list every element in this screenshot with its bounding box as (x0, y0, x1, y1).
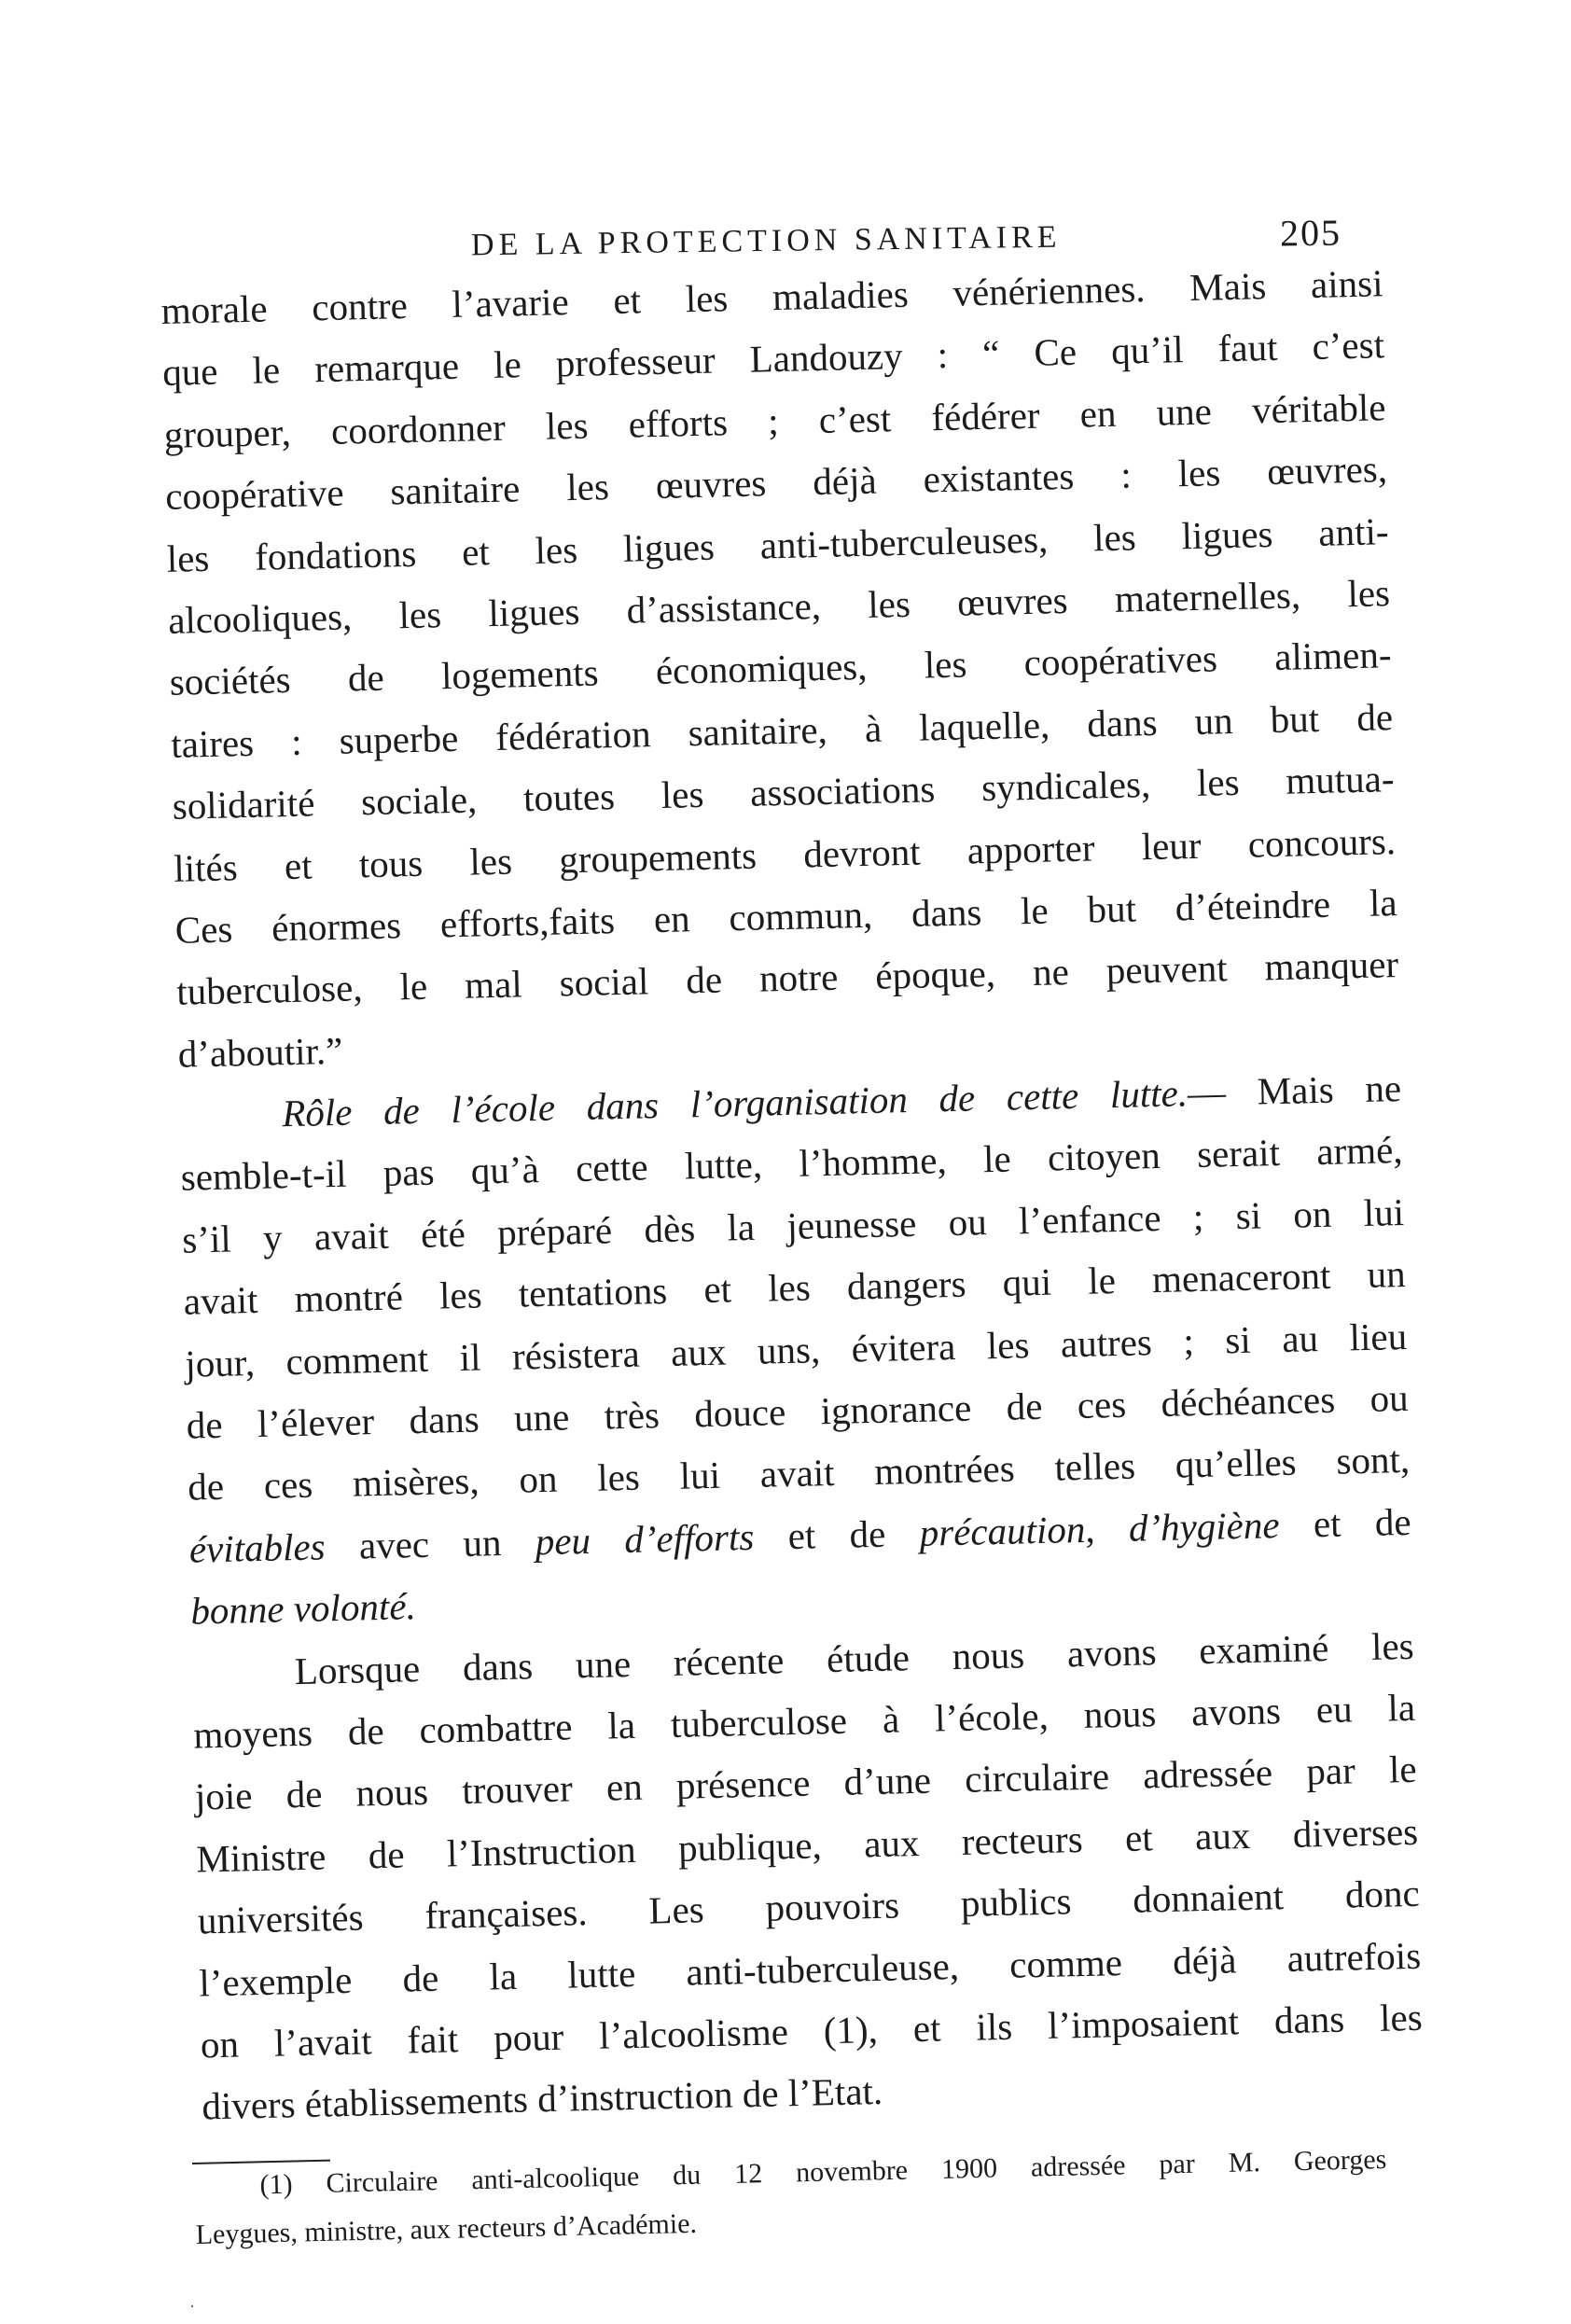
text-fragment: et de (753, 1510, 921, 1558)
text-line: les fondations et les ligues anti-tuberculeuses, les ligues anti- (166, 508, 1389, 580)
text-line: divers établissements d’instruction de l’Etat. (201, 2069, 883, 2128)
text-line: jour, comment il résistera aux uns, évitera les autres ; si au lieu (184, 1314, 1408, 1385)
text-line: taires : superbe fédération sanitaire, à laquelle, dans un but de (170, 694, 1394, 766)
text-line: Lorsque dans une récente étude nous avons examiné les (294, 1623, 1415, 1692)
text-line: alcooliques, les ligues d’assistance, les œuvres maternelles, les (167, 571, 1391, 642)
emphasis-word: précaution (919, 1507, 1086, 1554)
section-heading-continuation: — Mais ne (1187, 1066, 1402, 1115)
text-line: morale contre l’avarie et les maladies vénériennes. Mais ainsi (160, 261, 1383, 332)
text-line: universités françaises. Les pouvoirs publics donnaient donc (197, 1871, 1421, 1942)
section-heading: Rôle de l’école dans l’organisation de cette lutte. (281, 1071, 1189, 1135)
emphasis-word: peu d’efforts (535, 1514, 755, 1564)
page-number: 205 (1279, 211, 1342, 255)
text-line: tuberculose, le mal social de notre époque, ne peuvent manquer (175, 942, 1399, 1014)
text-line: s’il y avait été préparé dès la jeunesse ou l’enfance ; si on lui (181, 1190, 1405, 1261)
text-line: lités et tous les groupements devront apporter leur concours. (173, 818, 1397, 890)
text-line: on l’avait fait pour l’alcoolisme (1), et ils l’imposaient dans les (200, 1995, 1424, 2067)
text-line: que le remarque le professeur Landouzy : “ Ce qu’il faut c’est (161, 323, 1385, 395)
text-fragment: avec un (325, 1520, 536, 1568)
emphasis-word: d’hygiène (1128, 1502, 1281, 1550)
text-line: de l’élever dans une très douce ignorance de ces déchéances ou (186, 1376, 1410, 1447)
emphasis-line-end: bonne volonté. (189, 1584, 417, 1633)
text-line: de ces misères, on les lui avait montrées telles qu’elles sont, (187, 1438, 1411, 1510)
text-fragment: , (1084, 1506, 1130, 1551)
running-title: DE LA PROTECTION SANITAIRE (470, 219, 1062, 263)
stray-print-mark: · (189, 2297, 195, 2316)
text-line: avait montré les tentations et les dangers qui le menaceront un (183, 1252, 1407, 1323)
text-line: sociétés de logements économiques, les coopératives alimen- (169, 633, 1392, 704)
text-line: Ces énormes efforts,faits en commun, dans le but d’éteindre la (174, 881, 1397, 952)
footnote-line: (1) Circulaire anti-alcoolique du 12 novembre 1900 adressée par M. Georges (259, 2144, 1387, 2201)
body-text (160, 252, 1425, 2137)
text-line: semble-t-il pas qu’à cette lutte, l’homme, le citoyen serait armé, (180, 1128, 1404, 1200)
text-line: moyens de combattre la tuberculose à l’école, nous avons eu la (192, 1685, 1416, 1757)
text-fragment: et de (1278, 1499, 1412, 1546)
text-line: joie de nous trouver en présence d’une circulaire adressée par le (194, 1747, 1418, 1818)
footnote-line: Leygues, ministre, aux recteurs d’Académie. (195, 2207, 698, 2250)
text-line: solidarité sociale, toutes les associations syndicales, les mutua- (172, 757, 1395, 828)
text-line: Ministre de l’Instruction publique, aux recteurs et aux diverses (195, 1809, 1419, 1881)
text-line: coopérative sanitaire les œuvres déjà existantes : les œuvres, (164, 447, 1388, 519)
text-line: l’exemple de la lutte anti-tuberculeuse, comme déjà autrefois (198, 1933, 1422, 2005)
text-line: grouper, coordonner les efforts ; c’est fédérer en une véritable (163, 385, 1386, 456)
text-line: d’aboutir.” (177, 1028, 343, 1076)
emphasis-word: évitables (188, 1524, 327, 1571)
footnotes (194, 2136, 1388, 2260)
